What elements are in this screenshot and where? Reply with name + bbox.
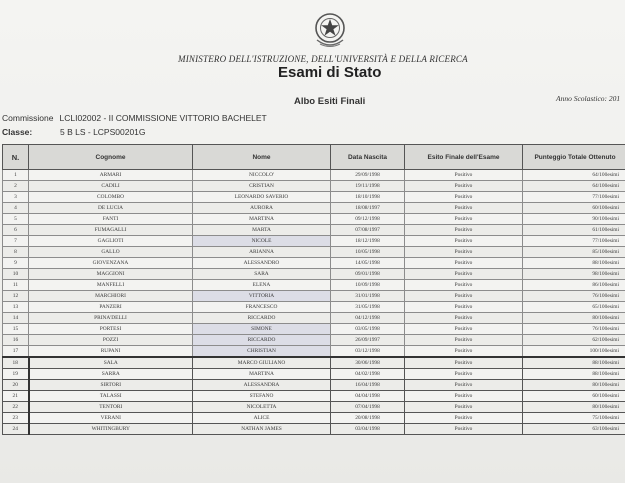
row-number: 13 [3, 302, 29, 313]
row-outcome: Positivo [405, 302, 523, 313]
row-score: 100/100esimi [523, 346, 625, 358]
row-birth-date: 10/09/1998 [331, 280, 405, 291]
header-number: N. [3, 145, 29, 170]
row-name: ALESSANDRO [193, 258, 331, 269]
row-outcome: Positivo [405, 402, 523, 413]
table-row [3, 214, 625, 225]
row-number: 11 [3, 280, 29, 291]
row-birth-date: 18/10/1998 [331, 192, 405, 203]
table-row [3, 402, 625, 413]
class-line [2, 127, 146, 137]
row-score: 76/100esimi [523, 291, 625, 302]
table-row [3, 236, 625, 247]
row-score: 76/100esimi [523, 324, 625, 335]
row-number: 22 [3, 402, 29, 413]
row-name: MARTA [193, 225, 331, 236]
row-number: 3 [3, 192, 29, 203]
table-row [3, 291, 625, 302]
school-year: Anno Scolastico: 201 [556, 94, 621, 103]
row-outcome: Positivo [405, 225, 523, 236]
row-score: 65/100esimi [523, 302, 625, 313]
table-row [3, 170, 625, 181]
row-outcome: Positivo [405, 247, 523, 258]
row-name: VITTORIA [193, 291, 331, 302]
results-table [2, 144, 625, 435]
row-name: AURORA [193, 203, 331, 214]
row-birth-date: 14/05/1998 [331, 258, 405, 269]
table-row [3, 357, 625, 369]
row-score: 85/100esimi [523, 247, 625, 258]
row-surname: GIOVENZANA [29, 258, 193, 269]
row-number: 15 [3, 324, 29, 335]
row-birth-date: 03/12/1998 [331, 346, 405, 358]
results-table-body [3, 170, 625, 435]
row-score: 61/100esimi [523, 225, 625, 236]
row-surname: PRINA'DELLI [29, 313, 193, 324]
row-outcome: Positivo [405, 346, 523, 358]
class-label: Classe: [2, 127, 33, 137]
row-name: FRANCESCO [193, 302, 331, 313]
row-number: 10 [3, 269, 29, 280]
row-name: ELENA [193, 280, 331, 291]
row-surname: WHITINGBURY [29, 424, 193, 435]
row-birth-date: 26/09/1997 [331, 335, 405, 346]
row-outcome: Positivo [405, 424, 523, 435]
row-number: 19 [3, 369, 29, 380]
table-row [3, 346, 625, 358]
row-birth-date: 30/06/1998 [331, 357, 405, 369]
row-number: 6 [3, 225, 29, 236]
row-surname: MAGGIONI [29, 269, 193, 280]
commission-label: Commissione [2, 113, 54, 123]
commission-value: LCLI02002 - II COMMISSIONE VITTORIO BACHELET [59, 113, 267, 123]
row-birth-date: 07/04/1998 [331, 402, 405, 413]
row-number: 17 [3, 346, 29, 358]
row-surname: COLOMBO [29, 192, 193, 203]
table-row [3, 247, 625, 258]
row-birth-date: 20/08/1998 [331, 413, 405, 424]
row-outcome: Positivo [405, 357, 523, 369]
table-row [3, 380, 625, 391]
row-number: 7 [3, 236, 29, 247]
row-number: 1 [3, 170, 29, 181]
row-score: 63/100esimi [523, 424, 625, 435]
row-name: LEONARDO SAVERIO [193, 192, 331, 203]
row-surname: TALASSI [29, 391, 193, 402]
row-outcome: Positivo [405, 391, 523, 402]
row-surname: MANFELLI [29, 280, 193, 291]
table-row [3, 369, 625, 380]
row-surname: SIRTORI [29, 380, 193, 391]
row-birth-date: 04/02/1998 [331, 369, 405, 380]
row-surname: SARRA [29, 369, 193, 380]
row-number: 8 [3, 247, 29, 258]
table-row [3, 192, 625, 203]
row-score: 88/100esimi [523, 357, 625, 369]
row-score: 75/100esimi [523, 413, 625, 424]
row-birth-date: 31/01/1998 [331, 291, 405, 302]
row-number: 18 [3, 357, 29, 369]
row-outcome: Positivo [405, 181, 523, 192]
row-name: NICCOLO' [193, 170, 331, 181]
table-header-row [3, 145, 625, 170]
row-surname: FANTI [29, 214, 193, 225]
table-row [3, 258, 625, 269]
row-score: 64/100esimi [523, 181, 625, 192]
republic-emblem-icon [312, 10, 348, 50]
table-row [3, 313, 625, 324]
class-value: 5 B LS - LCPS00201G [60, 127, 146, 137]
row-score: 77/100esimi [523, 236, 625, 247]
row-surname: TENTORI [29, 402, 193, 413]
row-name: MARTINA [193, 214, 331, 225]
row-name: MARCO GIULIANO [193, 357, 331, 369]
row-score: 80/100esimi [523, 402, 625, 413]
table-row [3, 280, 625, 291]
row-birth-date: 03/04/1998 [331, 424, 405, 435]
row-birth-date: 18/12/1998 [331, 236, 405, 247]
row-name: RICCARDO [193, 335, 331, 346]
row-birth-date: 19/11/1998 [331, 181, 405, 192]
table-row [3, 302, 625, 313]
ministry-heading: MINISTERO DELL'ISTRUZIONE, DELL'UNIVERSITÀ E DELLA RICERCA [178, 54, 468, 64]
row-number: 9 [3, 258, 29, 269]
row-name: MARTINA [193, 369, 331, 380]
header-total-score: Punteggio Totale Ottenuto [523, 145, 625, 170]
header-final-outcome: Esito Finale dell'Esame [405, 145, 523, 170]
row-birth-date: 04/12/1998 [331, 313, 405, 324]
row-number: 20 [3, 380, 29, 391]
row-birth-date: 03/05/1998 [331, 324, 405, 335]
row-score: 98/100esimi [523, 269, 625, 280]
row-surname: FUMAGALLI [29, 225, 193, 236]
row-surname: SALA [29, 357, 193, 369]
row-score: 64/100esimi [523, 170, 625, 181]
row-surname: CADILI [29, 181, 193, 192]
row-surname: GAGLIOTI [29, 236, 193, 247]
row-birth-date: 07/08/1997 [331, 225, 405, 236]
row-number: 21 [3, 391, 29, 402]
row-number: 24 [3, 424, 29, 435]
row-name: SIMONE [193, 324, 331, 335]
row-surname: DE LUCIA [29, 203, 193, 214]
row-birth-date: 31/05/1998 [331, 302, 405, 313]
row-outcome: Positivo [405, 203, 523, 214]
row-number: 5 [3, 214, 29, 225]
row-score: 77/100esimi [523, 192, 625, 203]
row-number: 12 [3, 291, 29, 302]
row-number: 14 [3, 313, 29, 324]
row-score: 88/100esimi [523, 369, 625, 380]
row-surname: GALLO [29, 247, 193, 258]
row-name: CRISTIAN [193, 181, 331, 192]
row-score: 80/100esimi [523, 380, 625, 391]
header-surname: Cognome [29, 145, 193, 170]
row-outcome: Positivo [405, 369, 523, 380]
row-number: 4 [3, 203, 29, 214]
row-name: STEFANO [193, 391, 331, 402]
row-outcome: Positivo [405, 380, 523, 391]
row-score: 62/100esimi [523, 335, 625, 346]
row-outcome: Positivo [405, 214, 523, 225]
row-outcome: Positivo [405, 291, 523, 302]
table-row [3, 269, 625, 280]
exam-title: Esami di Stato [278, 64, 382, 81]
row-surname: ARMARI [29, 170, 193, 181]
table-row [3, 335, 625, 346]
table-row [3, 424, 625, 435]
row-outcome: Positivo [405, 335, 523, 346]
table-row [3, 225, 625, 236]
row-surname: POZZI [29, 335, 193, 346]
commission-line [2, 113, 267, 123]
row-birth-date: 16/04/1998 [331, 380, 405, 391]
board-title: Albo Esiti Finali [294, 96, 366, 107]
row-outcome: Positivo [405, 313, 523, 324]
row-birth-date: 18/08/1997 [331, 203, 405, 214]
table-row [3, 181, 625, 192]
header-birth-date: Data Nascita [331, 145, 405, 170]
row-birth-date: 09/12/1998 [331, 214, 405, 225]
row-surname: VERANI [29, 413, 193, 424]
row-score: 88/100esimi [523, 258, 625, 269]
table-row [3, 324, 625, 335]
row-score: 80/100esimi [523, 313, 625, 324]
row-score: 60/100esimi [523, 203, 625, 214]
row-outcome: Positivo [405, 192, 523, 203]
row-name: CHRISTIAN [193, 346, 331, 358]
row-number: 23 [3, 413, 29, 424]
row-score: 90/100esimi [523, 214, 625, 225]
row-name: ALESSANDRA [193, 380, 331, 391]
row-surname: MARCHIORI [29, 291, 193, 302]
row-score: 86/100esimi [523, 280, 625, 291]
row-outcome: Positivo [405, 324, 523, 335]
row-surname: PORTESI [29, 324, 193, 335]
table-row [3, 413, 625, 424]
row-outcome: Positivo [405, 269, 523, 280]
row-score: 60/100esimi [523, 391, 625, 402]
row-birth-date: 09/01/1998 [331, 269, 405, 280]
table-row [3, 391, 625, 402]
row-number: 2 [3, 181, 29, 192]
row-birth-date: 29/09/1998 [331, 170, 405, 181]
row-name: NICOLETTA [193, 402, 331, 413]
row-surname: PANZERI [29, 302, 193, 313]
row-outcome: Positivo [405, 236, 523, 247]
row-birth-date: 10/05/1998 [331, 247, 405, 258]
table-row [3, 203, 625, 214]
row-outcome: Positivo [405, 280, 523, 291]
row-outcome: Positivo [405, 413, 523, 424]
header-name: Nome [193, 145, 331, 170]
row-name: ARIANNA [193, 247, 331, 258]
row-surname: RUPANI [29, 346, 193, 358]
row-name: RICCARDO [193, 313, 331, 324]
row-name: NICOLE [193, 236, 331, 247]
row-name: ALICE [193, 413, 331, 424]
row-number: 16 [3, 335, 29, 346]
row-outcome: Positivo [405, 258, 523, 269]
row-outcome: Positivo [405, 170, 523, 181]
row-birth-date: 04/04/1998 [331, 391, 405, 402]
row-name: SARA [193, 269, 331, 280]
row-name: NATHAN JAMES [193, 424, 331, 435]
